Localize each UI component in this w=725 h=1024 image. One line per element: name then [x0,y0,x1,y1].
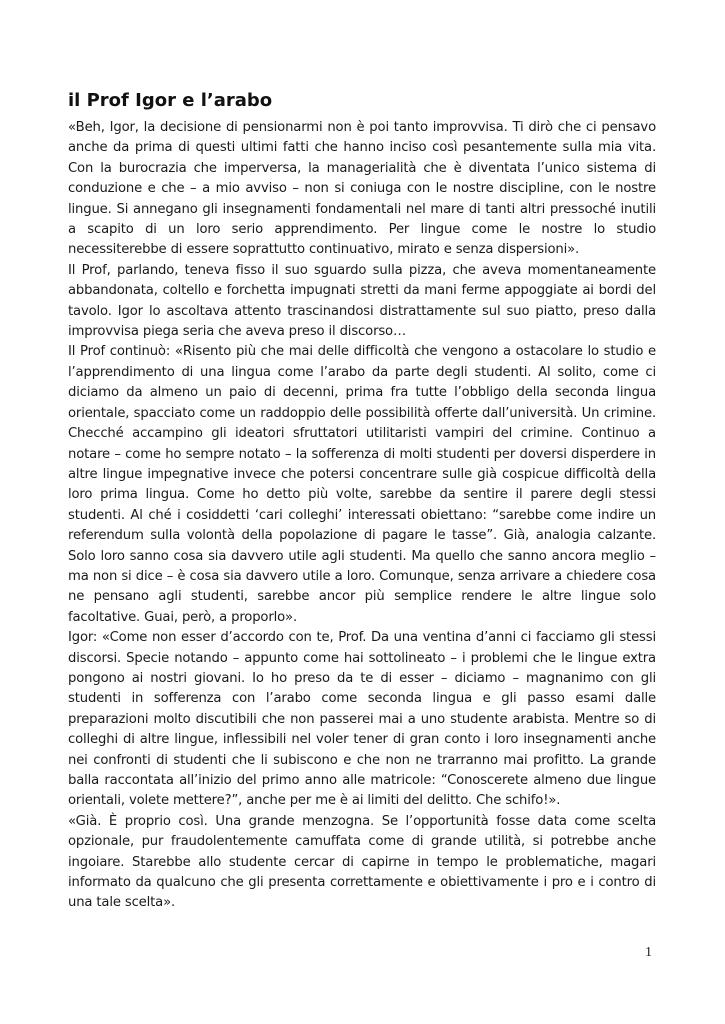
paragraph-3: Il Prof continuò: «Risento più che mai delle difficoltà che vengono a ostacolare lo studio e l’apprendimento di una lingua come l’arabo da parte degli studenti. Al solito, come ci diciamo da almeno un paio di decenni, prima fra tutte l’obbligo della seconda lingua orientale, spacciato come un raddoppio delle possibilità offerte dall’università. Un crimine. Checché accampino gli ideatori sfruttatori utilitaristi vampiri del crimine. Continuo a notare – come ho sempre notato – la sofferenza di molti studenti per doversi disperdere in altre lingue impegnative invece che potersi concentrare sulle già cospicue difficoltà della loro prima lingua. Come ho detto più volte, sarebbe da sentire il parere degli stessi studenti. Al ché i cosiddetti ‘cari colleghi’ interessati obiettano: “sarebbe come indire un referendum sulla volontà della popolazione di pagare le tasse”. Già, analogia calzante. Solo loro sanno cosa sia davvero utile agli studenti. Ma quello che sanno ancora meglio – ma non si dice – è cosa sia davvero utile a loro. Comunque, senza arrivare a chiedere cosa ne pensano agli studenti, sarebbe ancor più semplice rendere le altre lingue solo facoltative. Guai, però, a proporlo». [68,344,656,625]
page-number: 1 [645,945,652,960]
paragraph-4: Igor: «Come non esser d’accordo con te, Prof. Da una ventina d’anni ci facciamo gli stessi discorsi. Specie notando – appunto come hai sottolineato – i problemi che le lingue extra pongono ai nostri giovani. Io ho preso da te di esser – diciamo – magnanimo con gli studenti in sofferenza con l’arabo come seconda lingua e gli passo esami dalle preparazioni molto discutibili che non passerei mai a uno studente arabista. Mentre so di colleghi di altre lingue, inflessibili nel voler tener di gran conto i loro insegnamenti anche nei confronti di studenti che li subiscono e che non ne trarranno mai profitto. La grande balla raccontata all’inizio del primo anno alle matricole: “Conoscerete almeno due lingue orientali, volete mettere?”, anche per me è ai limiti del delitto. Che schifo!». [68,630,656,809]
paragraph-1: «Beh, Igor, la decisione di pensionarmi non è poi tanto improvvisa. Ti dirò che ci pensavo anche da prima di questi ultimi fatti che hanno inciso così pesantemente sulla mia vita. Con la burocrazia che imperversa, la managerialità che è diventata l’unico sistema di conduzione e che – a mio avviso – non si coniuga con le nostre discipline, con le nostre lingue. Si annegano gli insegnamenti fondamentali nel mare di tanti altri pressoché inutili a scapito di un loro serio apprendimento. Per lingue come le nostre lo studio necessiterebbe di essere soprattutto continuativo, mirato e senza dispersioni». [68,120,656,258]
paragraph-5: «Già. È proprio così. Una grande menzogna. Se l’opportunità fosse data come scelta opzionale, pur fraudolentemente camuffata come di grande utilità, si potrebbe anche ingoiare. Starebbe allo studente cercar di capirne in tempo le problematiche, magari informato da qualcuno che gli presenta correttamente e obiettivamente i pro e i contro di una tale scelta». [68,813,656,911]
document-body [68,88,656,914]
document-title: il Prof Igor e l’arabo [68,90,273,111]
paragraph-2: Il Prof, parlando, teneva fisso il suo sguardo sulla pizza, che aveva momentaneamente abbandonata, coltello e forchetta impugnati stretti da mani ferme appoggiate ai bordi del tavolo. Igor lo ascoltava attento trascinandosi distrattamente sul suo piatto, preso dalla improvvisa piega seria che aveva preso il discorso… [68,262,656,340]
